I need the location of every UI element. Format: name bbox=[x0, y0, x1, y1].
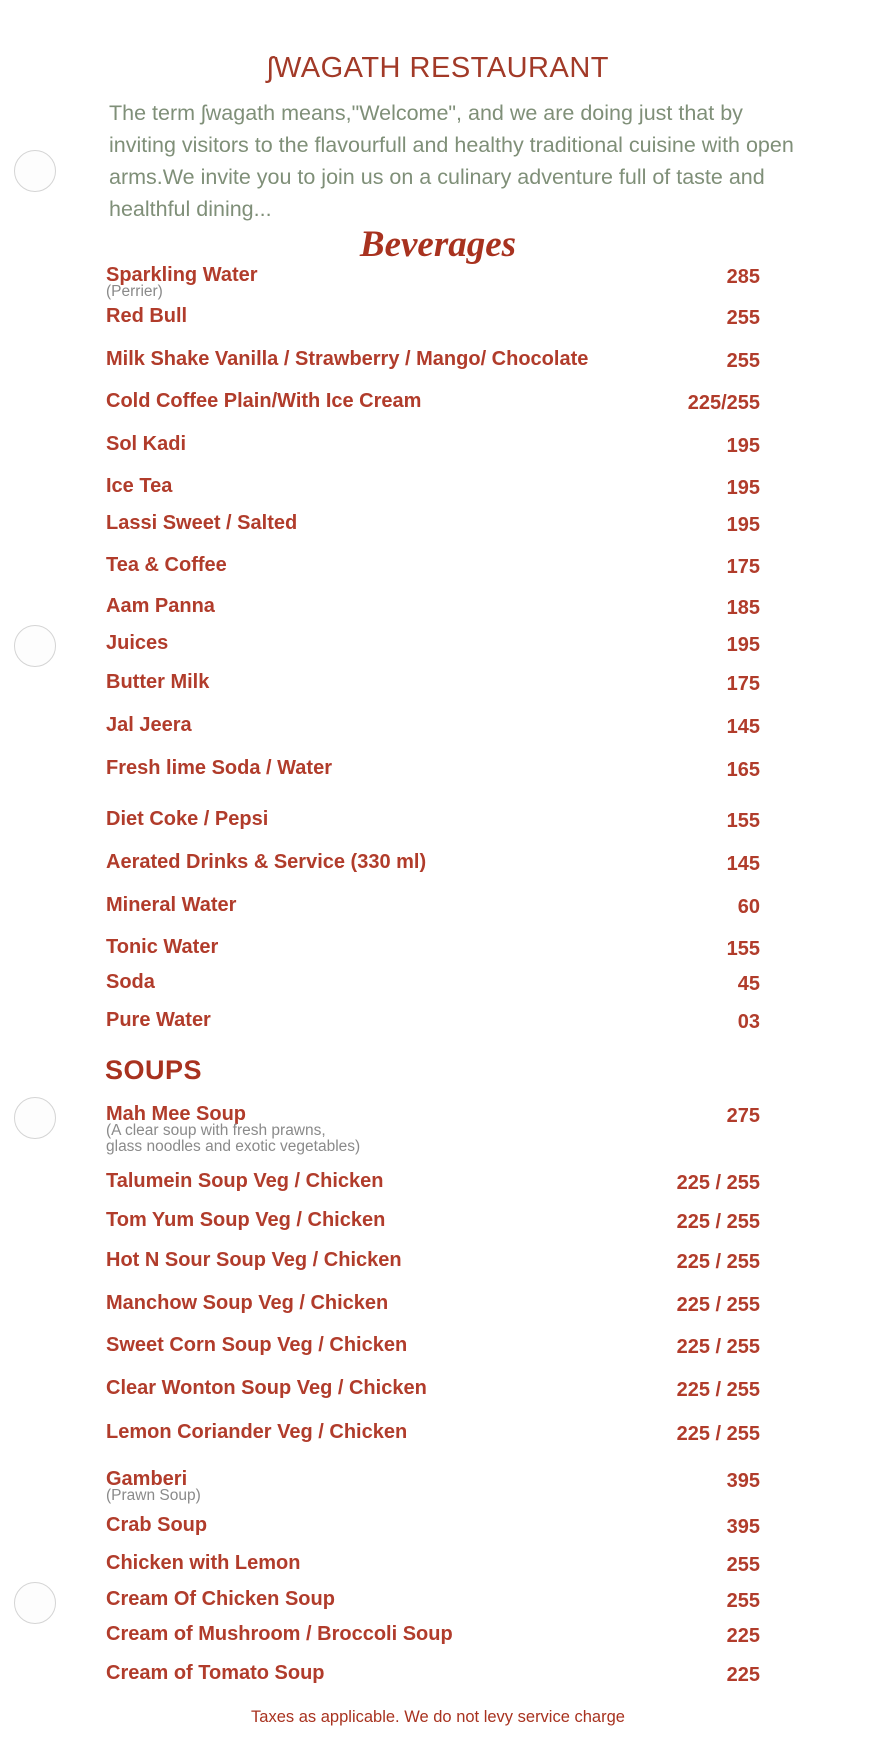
item-price: 255 bbox=[726, 1590, 760, 1612]
item-price: 155 bbox=[726, 938, 760, 960]
menu-item bbox=[106, 714, 760, 744]
item-price: 395 bbox=[726, 1470, 760, 1492]
restaurant-title: ʃWAGATH RESTAURANT bbox=[267, 52, 609, 84]
item-price: 145 bbox=[726, 853, 760, 875]
item-name: Hot N Sour Soup Veg / Chicken bbox=[106, 1249, 402, 1271]
item-name: Soda bbox=[106, 971, 155, 993]
item-name: Tonic Water bbox=[106, 936, 219, 958]
item-name: Butter Milk bbox=[106, 671, 210, 693]
item-name: Lemon Coriander Veg / Chicken bbox=[106, 1421, 408, 1443]
item-name: Red Bull bbox=[106, 305, 188, 327]
item-description: (Prawn Soup) bbox=[106, 1487, 201, 1504]
menu-item bbox=[106, 390, 760, 420]
menu-item bbox=[106, 894, 760, 924]
item-name: Mineral Water bbox=[106, 894, 237, 916]
menu-item bbox=[106, 1249, 760, 1279]
menu-item bbox=[106, 851, 760, 881]
item-name: Sol Kadi bbox=[106, 433, 187, 455]
item-description: (A clear soup with fresh prawns, bbox=[106, 1122, 326, 1139]
item-name: Sweet Corn Soup Veg / Chicken bbox=[106, 1334, 408, 1356]
menu-item bbox=[106, 1170, 760, 1200]
item-price: 145 bbox=[726, 716, 760, 738]
menu-item bbox=[106, 1468, 760, 1504]
item-price: 185 bbox=[726, 597, 760, 619]
item-price: 225 / 255 bbox=[676, 1294, 760, 1316]
item-price: 225 bbox=[726, 1664, 760, 1686]
menu-item bbox=[106, 1009, 760, 1039]
item-price: 275 bbox=[726, 1105, 760, 1127]
menu-item bbox=[106, 1588, 760, 1618]
item-name: Fresh lime Soda / Water bbox=[106, 757, 332, 779]
item-name: Aerated Drinks & Service (330 ml) bbox=[106, 851, 427, 873]
item-price: 165 bbox=[726, 759, 760, 781]
menu-item bbox=[106, 305, 760, 335]
item-description: glass noodles and exotic vegetables) bbox=[106, 1138, 361, 1155]
item-price: 225/255 bbox=[687, 392, 760, 414]
item-price: 225 bbox=[726, 1625, 760, 1647]
menu-item bbox=[106, 1421, 760, 1451]
menu-item bbox=[106, 1623, 760, 1653]
menu-item bbox=[106, 1209, 760, 1239]
menu-item bbox=[106, 1377, 760, 1407]
item-name: Tea & Coffee bbox=[106, 554, 227, 576]
menu-item bbox=[106, 1334, 760, 1364]
menu-item bbox=[106, 348, 760, 378]
item-name: Sparkling Water bbox=[106, 264, 258, 286]
item-price: 255 bbox=[726, 1554, 760, 1576]
item-price: 155 bbox=[726, 810, 760, 832]
menu-item bbox=[106, 808, 760, 838]
menu-item bbox=[106, 671, 760, 701]
item-name: Talumein Soup Veg / Chicken bbox=[106, 1170, 384, 1192]
item-price: 195 bbox=[726, 477, 760, 499]
menu-item bbox=[106, 1292, 760, 1322]
item-name: Jal Jeera bbox=[106, 714, 192, 736]
menu-item bbox=[106, 1514, 760, 1544]
soups-heading: SOUPS bbox=[105, 1055, 203, 1085]
item-price: 255 bbox=[726, 350, 760, 372]
item-name: Ice Tea bbox=[106, 475, 173, 497]
item-name: Clear Wonton Soup Veg / Chicken bbox=[106, 1377, 427, 1399]
item-price: 175 bbox=[726, 673, 760, 695]
item-price: 60 bbox=[737, 896, 760, 918]
item-price: 195 bbox=[726, 634, 760, 656]
item-name: Cream Of Chicken Soup bbox=[106, 1588, 335, 1610]
punch-hole bbox=[14, 625, 56, 667]
item-price: 255 bbox=[726, 307, 760, 329]
item-price: 175 bbox=[726, 556, 760, 578]
item-price: 225 / 255 bbox=[676, 1379, 760, 1401]
menu-item bbox=[106, 512, 760, 542]
beverages-heading: Beverages bbox=[359, 224, 517, 265]
menu-item bbox=[106, 757, 760, 787]
menu-item bbox=[106, 936, 760, 966]
menu-item bbox=[106, 264, 760, 300]
item-price: 395 bbox=[726, 1516, 760, 1538]
item-name: Tom Yum Soup Veg / Chicken bbox=[106, 1209, 386, 1231]
menu-item bbox=[106, 1662, 760, 1692]
item-price: 195 bbox=[726, 435, 760, 457]
item-name: Aam Panna bbox=[106, 595, 215, 617]
item-name: Diet Coke / Pepsi bbox=[106, 808, 269, 830]
item-price: 285 bbox=[726, 266, 760, 288]
item-name: Gamberi bbox=[106, 1468, 188, 1490]
item-price: 225 / 255 bbox=[676, 1172, 760, 1194]
restaurant-intro: The term ʃwagath means,"Welcome", and we are doing just that by inviting visitors to the flavourfull and healthy traditional cuisine with open arms.We invite you to join us on a culinary adventure full of taste and healthful dining... bbox=[109, 101, 794, 221]
item-name: Milk Shake Vanilla / Strawberry / Mango/ Chocolate bbox=[106, 348, 589, 370]
menu-item bbox=[106, 1552, 760, 1582]
item-name: Cold Coffee Plain/With Ice Cream bbox=[106, 390, 422, 412]
item-price: 225 / 255 bbox=[676, 1423, 760, 1445]
item-name: Cream of Mushroom / Broccoli Soup bbox=[106, 1623, 453, 1645]
item-name: Lassi Sweet / Salted bbox=[106, 512, 298, 534]
item-name: Manchow Soup Veg / Chicken bbox=[106, 1292, 389, 1314]
item-name: Chicken with Lemon bbox=[106, 1552, 301, 1574]
punch-hole bbox=[14, 1582, 56, 1624]
item-price: 03 bbox=[737, 1011, 760, 1033]
menu-item bbox=[106, 554, 760, 584]
item-price: 195 bbox=[726, 514, 760, 536]
menu-item bbox=[106, 475, 760, 505]
punch-hole bbox=[14, 150, 56, 192]
footer-note: Taxes as applicable. We do not levy service charge bbox=[251, 1708, 625, 1726]
item-name: Juices bbox=[106, 632, 169, 654]
item-name: Pure Water bbox=[106, 1009, 211, 1031]
item-price: 45 bbox=[737, 973, 760, 995]
menu-item bbox=[106, 632, 760, 662]
item-price: 225 / 255 bbox=[676, 1251, 760, 1273]
item-price: 225 / 255 bbox=[676, 1336, 760, 1358]
menu-item bbox=[106, 433, 760, 463]
item-name: Cream of Tomato Soup bbox=[106, 1662, 325, 1684]
menu-item bbox=[106, 595, 760, 625]
item-price: 225 / 255 bbox=[676, 1211, 760, 1233]
punch-hole bbox=[14, 1097, 56, 1139]
item-name: Mah Mee Soup bbox=[106, 1103, 247, 1125]
menu-item bbox=[106, 971, 760, 1001]
item-description: (Perrier) bbox=[106, 283, 163, 300]
menu-item bbox=[106, 1103, 760, 1155]
item-name: Crab Soup bbox=[106, 1514, 208, 1536]
